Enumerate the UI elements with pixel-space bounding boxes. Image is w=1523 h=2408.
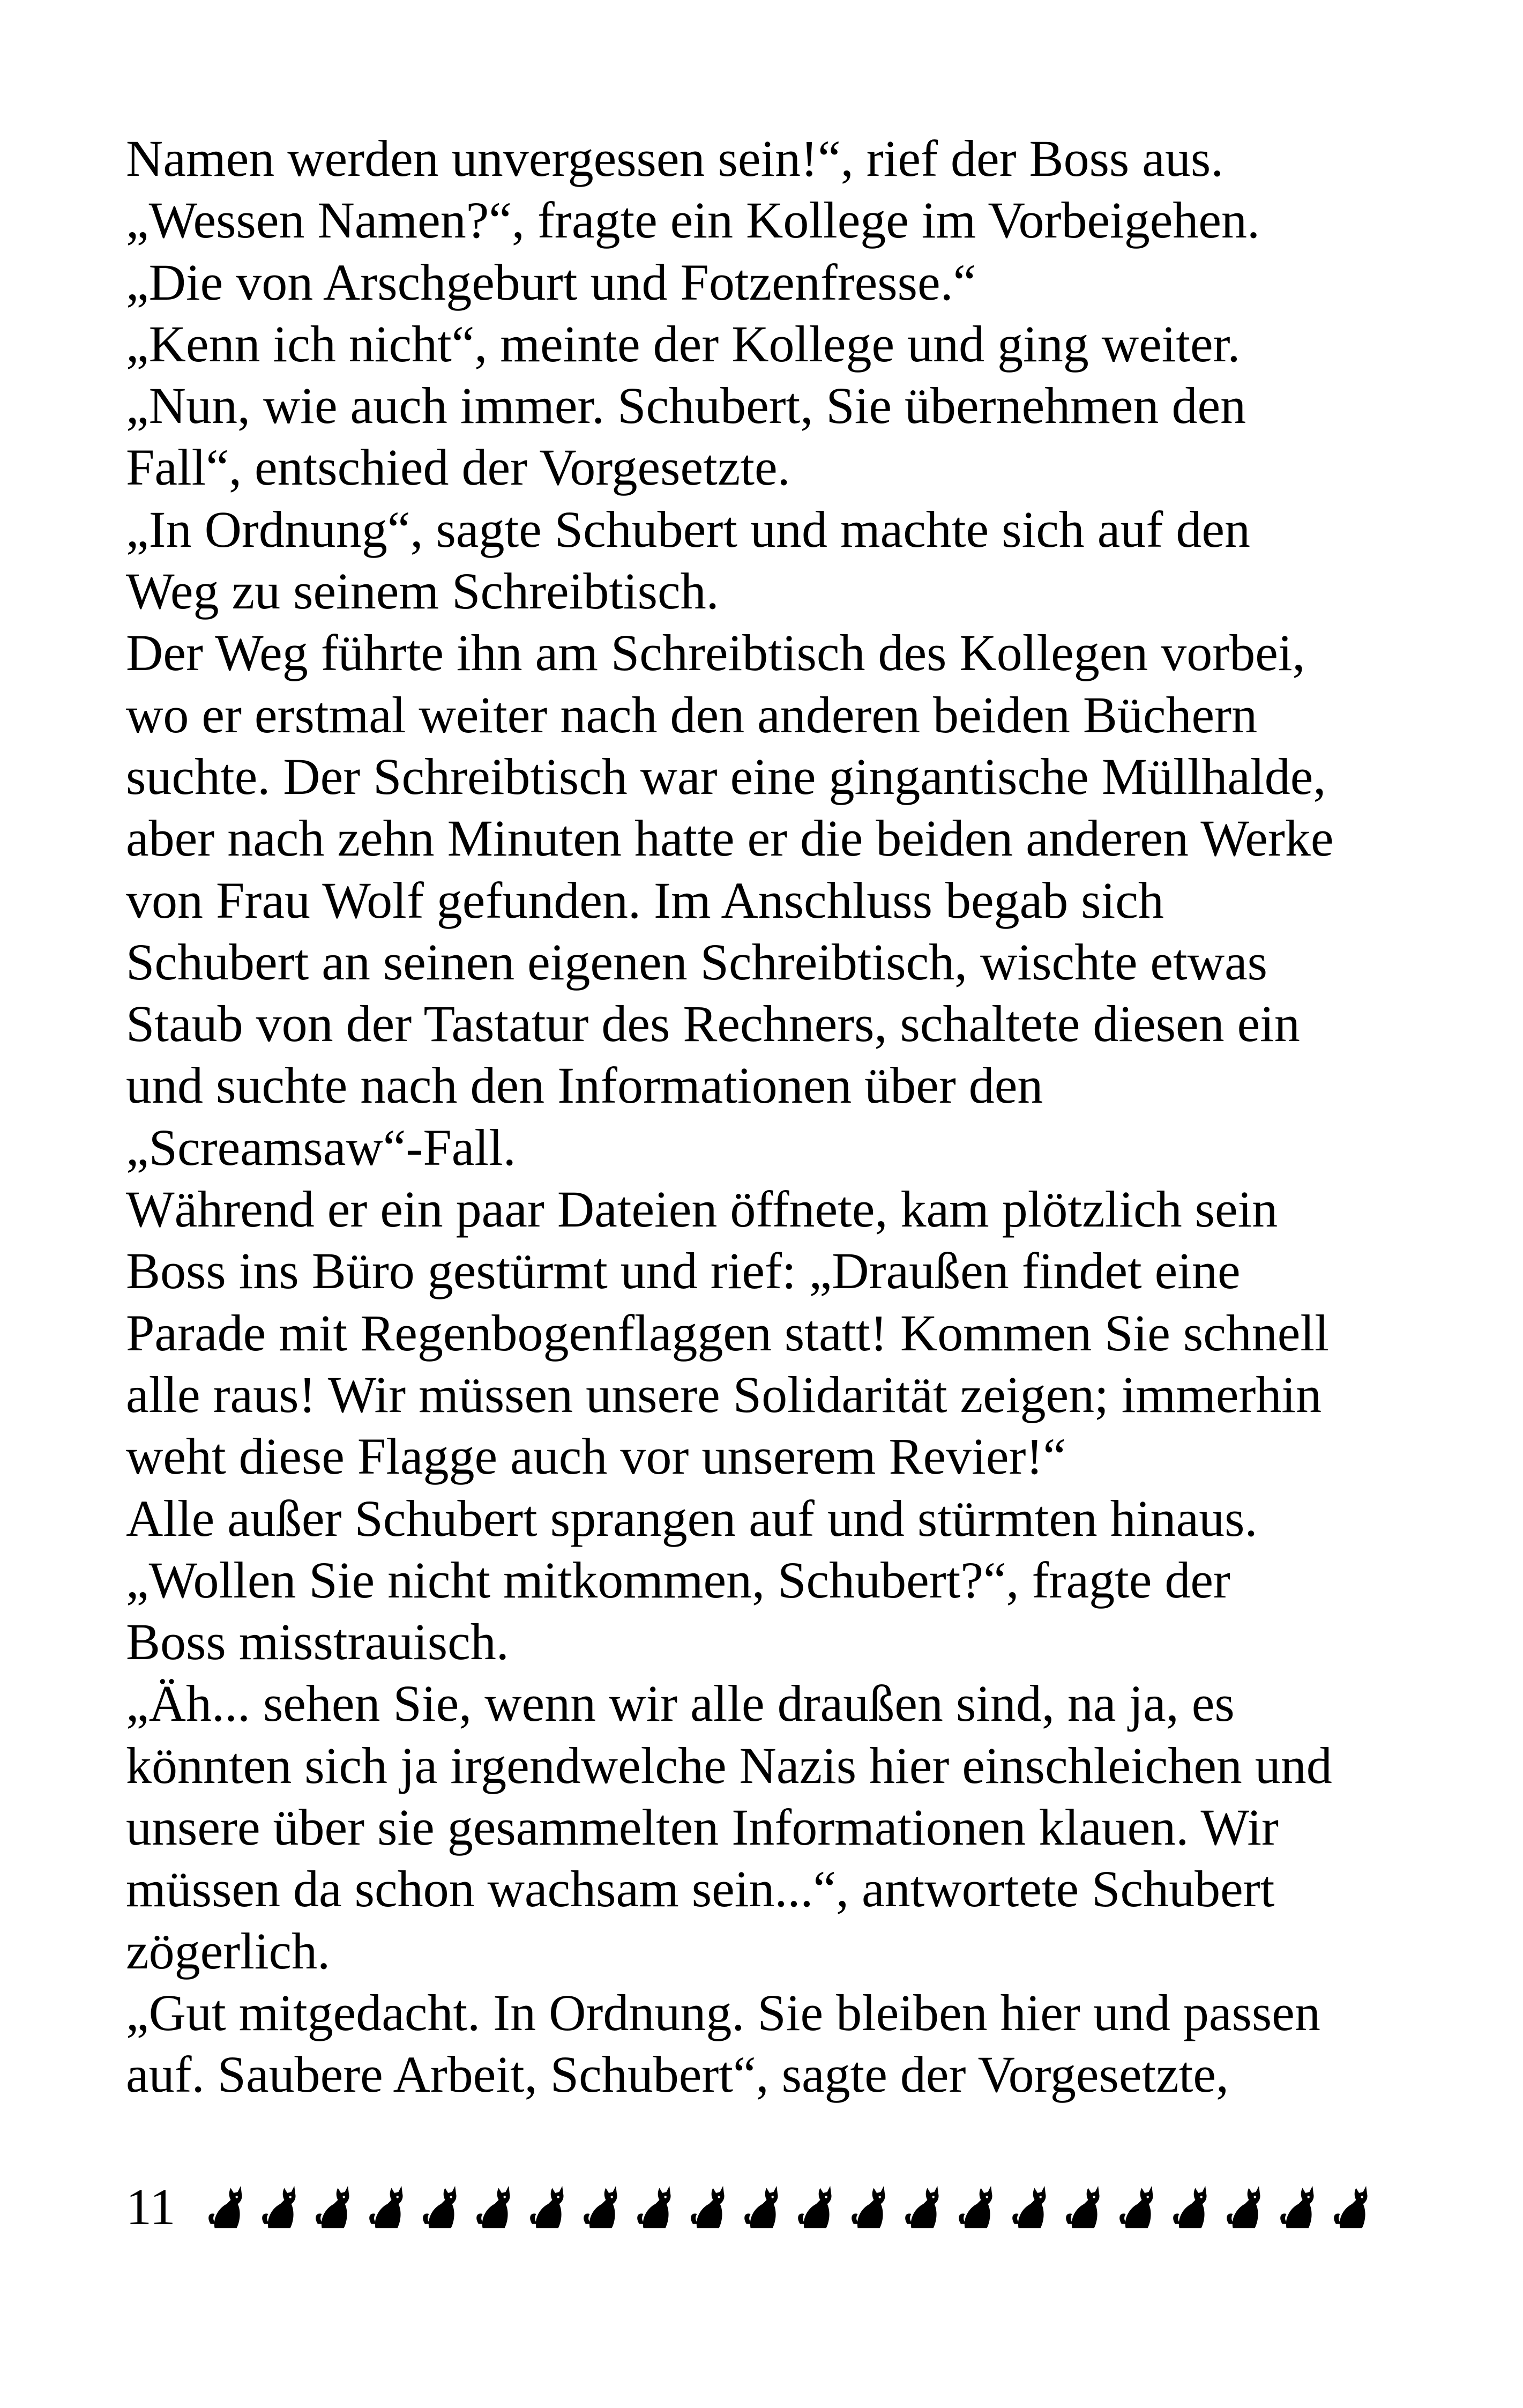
sitting-cat-icon <box>528 2184 569 2230</box>
sitting-cat-icon <box>1117 2184 1158 2230</box>
sitting-cat-icon <box>689 2184 729 2230</box>
sitting-cat-icon <box>957 2184 997 2230</box>
text-line: Schubert an seinen eigenen Schreibtisch, wischte etwas <box>126 933 1267 991</box>
sitting-cat-icon <box>581 2184 622 2230</box>
text-line: Boss misstrauisch. <box>126 1613 509 1671</box>
text-line: „Wollen Sie nicht mitkommen, Schubert?“, fragte der <box>126 1551 1230 1609</box>
text-line: auf. Saubere Arbeit, Schubert“, sagte der Vorgesetzte, <box>126 2046 1229 2104</box>
sitting-cat-icon <box>1010 2184 1051 2230</box>
text-line: „Nun, wie auch immer. Schubert, Sie übernehmen den <box>126 377 1246 435</box>
sitting-cat-icon <box>849 2184 890 2230</box>
text-line: Der Weg führte ihn am Schreibtisch des Kollegen vorbei, <box>126 624 1305 682</box>
text-line: von Frau Wolf gefunden. Im Anschluss begab sich <box>126 871 1164 929</box>
text-line: Während er ein paar Dateien öffnete, kam plötzlich sein <box>126 1180 1278 1238</box>
sitting-cat-icon <box>474 2184 515 2230</box>
text-line: weht diese Flagge auch vor unserem Revier!“ <box>126 1428 1066 1485</box>
page-number: 11 <box>126 2178 176 2235</box>
sitting-cat-icon <box>903 2184 944 2230</box>
text-line: Namen werden unvergessen sein!“, rief der Boss aus. <box>126 130 1224 187</box>
text-line: „In Ordnung“, sagte Schubert und machte sich auf den <box>126 500 1250 558</box>
text-line: „Kenn ich nicht“, meinte der Kollege und ging weiter. <box>126 315 1241 373</box>
text-line: Alle außer Schubert sprangen auf und stürmten hinaus. <box>126 1489 1258 1547</box>
sitting-cat-icon <box>1064 2184 1104 2230</box>
sitting-cat-icon <box>1171 2184 1212 2230</box>
text-line: zögerlich. <box>126 1922 331 1980</box>
text-line: Boss ins Büro gestürmt und rief: „Draußen findet eine <box>126 1242 1241 1300</box>
sitting-cat-icon <box>260 2184 301 2230</box>
sitting-cat-icon <box>313 2184 354 2230</box>
sitting-cat-icon <box>796 2184 837 2230</box>
cat-ornament-row <box>206 2184 1372 2230</box>
text-line: unsere über sie gesammelten Informationen klauen. Wir <box>126 1798 1279 1856</box>
text-line: alle raus! Wir müssen unsere Solidarität zeigen; immerhin <box>126 1365 1322 1423</box>
sitting-cat-icon <box>421 2184 461 2230</box>
text-line: „Screamsaw“-Fall. <box>126 1118 516 1176</box>
sitting-cat-icon <box>367 2184 408 2230</box>
text-line: aber nach zehn Minuten hatte er die beiden anderen Werke <box>126 809 1334 867</box>
body-text <box>126 128 1423 2106</box>
sitting-cat-icon <box>1332 2184 1372 2230</box>
text-line: Staub von der Tastatur des Rechners, schaltete diesen ein <box>126 995 1300 1053</box>
sitting-cat-icon <box>635 2184 676 2230</box>
page-footer <box>126 2177 1372 2236</box>
text-line: „Wessen Namen?“, fragte ein Kollege im Vorbeigehen. <box>126 191 1260 249</box>
sitting-cat-icon <box>1278 2184 1319 2230</box>
text-line: „Gut mitgedacht. In Ordnung. Sie bleiben hier und passen <box>126 1983 1320 2041</box>
sitting-cat-icon <box>1225 2184 1265 2230</box>
text-line: wo er erstmal weiter nach den anderen beiden Büchern <box>126 686 1258 744</box>
sitting-cat-icon <box>206 2184 247 2230</box>
text-line: Fall“, entschied der Vorgesetzte. <box>126 439 790 496</box>
text-line: suchte. Der Schreibtisch war eine gingantische Müllhalde, <box>126 747 1326 805</box>
text-line: Parade mit Regenbogenflaggen statt! Kommen Sie schnell <box>126 1304 1329 1362</box>
text-line: Weg zu seinem Schreibtisch. <box>126 562 719 620</box>
text-line: „Äh... sehen Sie, wenn wir alle draußen sind, na ja, es <box>126 1675 1235 1733</box>
text-line: müssen da schon wachsam sein...“, antwortete Schubert <box>126 1860 1275 1918</box>
sitting-cat-icon <box>742 2184 783 2230</box>
text-line: und suchte nach den Informationen über den <box>126 1057 1043 1114</box>
text-line: könnten sich ja irgendwelche Nazis hier einschleichen und <box>126 1736 1332 1794</box>
text-line: „Die von Arschgeburt und Fotzenfresse.“ <box>126 253 976 311</box>
